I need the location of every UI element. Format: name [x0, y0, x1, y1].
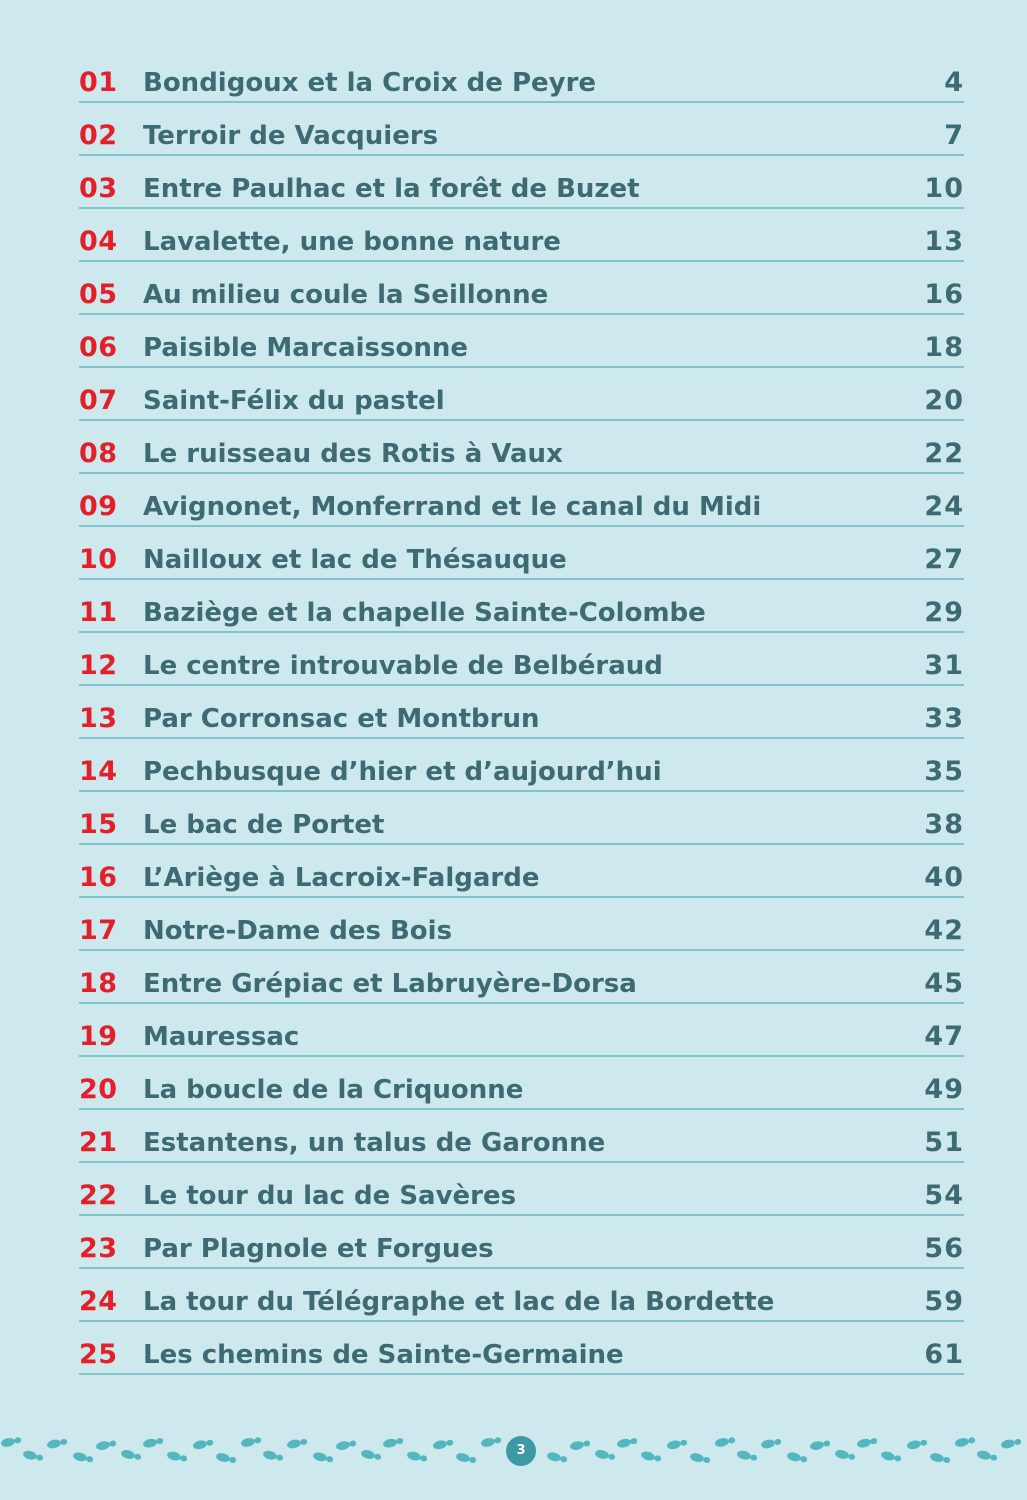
toc-page: 24 [924, 491, 964, 522]
toc-title: Au milieu coule la Seillonne [143, 280, 549, 310]
toc-title: Lavalette, une bonne nature [143, 227, 561, 257]
toc-row [79, 580, 964, 633]
toc-number: 20 [79, 1074, 118, 1105]
toc-number: 15 [79, 809, 118, 840]
toc-title: Paisible Marcaissonne [143, 333, 468, 363]
toc-title: Avignonet, Monferrand et le canal du Midi [143, 492, 762, 522]
toc-page: 51 [924, 1127, 964, 1158]
toc-page: 47 [924, 1021, 964, 1052]
toc-page: 27 [924, 544, 964, 575]
toc-page: 56 [924, 1233, 964, 1264]
toc-title: Bondigoux et la Croix de Peyre [143, 68, 597, 98]
toc-number: 19 [79, 1021, 118, 1052]
toc-number: 12 [79, 650, 118, 681]
toc-title: Baziège et la chapelle Sainte-Colombe [143, 598, 706, 628]
toc-page: 61 [924, 1339, 964, 1370]
toc-page: 10 [924, 173, 964, 204]
toc-row [79, 739, 964, 792]
toc-number: 24 [79, 1286, 118, 1317]
toc-title: Le centre introuvable de Belbéraud [143, 651, 663, 681]
toc-title: Par Plagnole et Forgues [143, 1234, 494, 1264]
toc-number: 08 [79, 438, 118, 469]
toc-row [79, 156, 964, 209]
toc-page: 35 [924, 756, 964, 787]
toc-title: Entre Paulhac et la forêt de Buzet [143, 174, 640, 204]
toc-row [79, 1163, 964, 1216]
toc-row [79, 1322, 964, 1375]
toc-number: 07 [79, 385, 118, 416]
toc-title: Mauressac [143, 1022, 300, 1052]
toc-row [79, 686, 964, 739]
toc-page: 38 [924, 809, 964, 840]
page-number: 3 [506, 1436, 536, 1466]
toc-row [79, 474, 964, 527]
toc-row [79, 368, 964, 421]
toc-number: 02 [79, 120, 118, 151]
toc-row [79, 50, 964, 103]
toc-number: 17 [79, 915, 118, 946]
toc-number: 23 [79, 1233, 118, 1264]
toc-row [79, 262, 964, 315]
toc-page: 20 [924, 385, 964, 416]
toc-row [79, 633, 964, 686]
toc-row [79, 421, 964, 474]
toc-row [79, 1057, 964, 1110]
toc-title: La boucle de la Criquonne [143, 1075, 524, 1105]
toc-row [79, 1110, 964, 1163]
toc-number: 04 [79, 226, 118, 257]
toc-title: Par Corronsac et Montbrun [143, 704, 540, 734]
toc-number: 11 [79, 597, 118, 628]
toc-title: Notre-Dame des Bois [143, 916, 453, 946]
toc-number: 22 [79, 1180, 118, 1211]
toc-page: 59 [924, 1286, 964, 1317]
toc-title: Le ruisseau des Rotis à Vaux [143, 439, 563, 469]
toc-title: Le bac de Portet [143, 810, 385, 840]
toc-row [79, 103, 964, 156]
toc-row [79, 1216, 964, 1269]
toc-row [79, 315, 964, 368]
toc-page: 16 [924, 279, 964, 310]
table-of-contents [79, 50, 964, 1375]
toc-title: Saint-Félix du pastel [143, 386, 445, 416]
toc-row [79, 527, 964, 580]
toc-page: 49 [924, 1074, 964, 1105]
toc-number: 16 [79, 862, 118, 893]
toc-title: La tour du Télégraphe et lac de la Bordette [143, 1287, 775, 1317]
toc-row [79, 792, 964, 845]
toc-number: 21 [79, 1127, 118, 1158]
toc-page: 31 [924, 650, 964, 681]
toc-number: 18 [79, 968, 118, 999]
toc-title: Nailloux et lac de Thésauque [143, 545, 567, 575]
toc-row [79, 951, 964, 1004]
toc-page: 29 [924, 597, 964, 628]
toc-page: 18 [924, 332, 964, 363]
toc-title: Pechbusque d’hier et d’aujourd’hui [143, 757, 662, 787]
toc-title: Terroir de Vacquiers [143, 121, 439, 151]
toc-title: Entre Grépiac et Labruyère-Dorsa [143, 969, 637, 999]
toc-page: 22 [924, 438, 964, 469]
toc-row [79, 1004, 964, 1057]
toc-number: 03 [79, 173, 118, 204]
toc-row [79, 209, 964, 262]
toc-page: 40 [924, 862, 964, 893]
toc-number: 06 [79, 332, 118, 363]
toc-page: 42 [924, 915, 964, 946]
toc-page: 7 [944, 120, 964, 151]
toc-page: 4 [944, 67, 964, 98]
toc-number: 14 [79, 756, 118, 787]
toc-title: L’Ariège à Lacroix-Falgarde [143, 863, 540, 893]
toc-number: 13 [79, 703, 118, 734]
toc-page: 45 [924, 968, 964, 999]
toc-row [79, 1269, 964, 1322]
toc-number: 09 [79, 491, 118, 522]
toc-row [79, 898, 964, 951]
page-footer [0, 1432, 1027, 1472]
toc-number: 05 [79, 279, 118, 310]
toc-row [79, 845, 964, 898]
toc-title: Le tour du lac de Savères [143, 1181, 517, 1211]
toc-title: Les chemins de Sainte-Germaine [143, 1340, 624, 1370]
toc-page: 54 [924, 1180, 964, 1211]
toc-number: 10 [79, 544, 118, 575]
toc-page: 33 [924, 703, 964, 734]
toc-title: Estantens, un talus de Garonne [143, 1128, 606, 1158]
toc-number: 01 [79, 67, 118, 98]
toc-number: 25 [79, 1339, 118, 1370]
toc-page: 13 [924, 226, 964, 257]
